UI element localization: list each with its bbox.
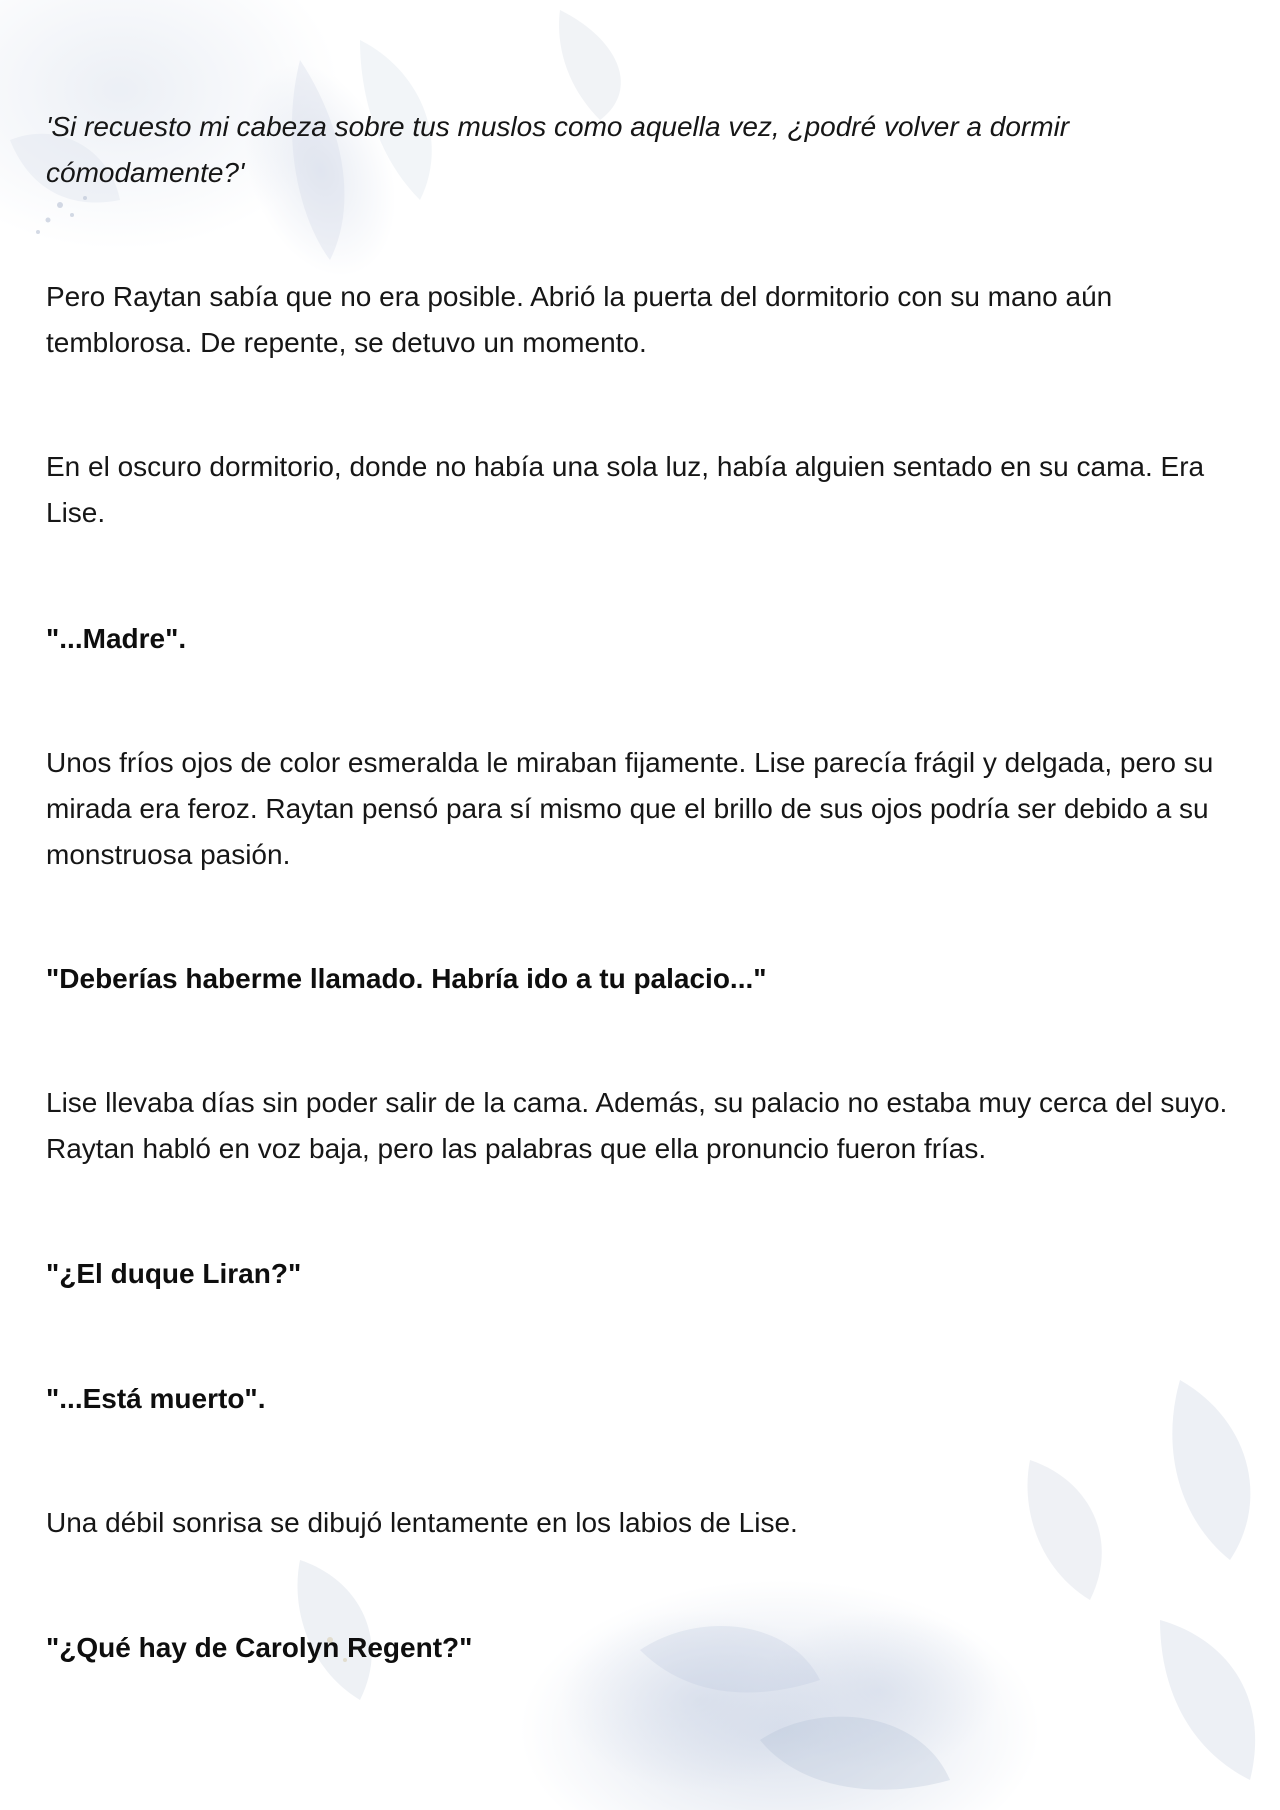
paragraph-narration: En el oscuro dormitorio, donde no había una sola luz, había alguien sentado en su cama. Era Lise. <box>46 451 1205 528</box>
paragraph-dialogue: "Deberías haberme llamado. Habría ido a tu palacio..." <box>46 963 767 994</box>
paragraph-italic-thought: 'Si recuesto mi cabeza sobre tus muslos como aquella vez, ¿podré volver a dormir cómodamente?' <box>46 111 1070 188</box>
paragraph-dialogue: "¿El duque Liran?" <box>46 1258 302 1289</box>
paragraph-narration: Pero Raytan sabía que no era posible. Abrió la puerta del dormitorio con su mano aún temblorosa. De repente, se detuvo un momento. <box>46 281 1113 358</box>
paragraph-dialogue: "...Está muerto". <box>46 1383 266 1414</box>
paragraph-dialogue: "¿Qué hay de Carolyn Regent?" <box>46 1632 473 1663</box>
paragraph-narration: Unos fríos ojos de color esmeralda le miraban fijamente. Lise parecía frágil y delgada, pero su mirada era feroz. Raytan pensó para sí mismo que el brillo de sus ojos podría ser debido a su monstruosa pasión. <box>46 747 1214 870</box>
paragraph-narration: Una débil sonrisa se dibujó lentamente en los labios de Lise. <box>46 1507 798 1538</box>
paragraph-narration: Lise llevaba días sin poder salir de la cama. Además, su palacio no estaba muy cerca del suyo. Raytan habló en voz baja, pero las palabras que ella pronuncio fueron frías. <box>46 1087 1228 1164</box>
paragraph-dialogue: "...Madre". <box>46 623 187 654</box>
